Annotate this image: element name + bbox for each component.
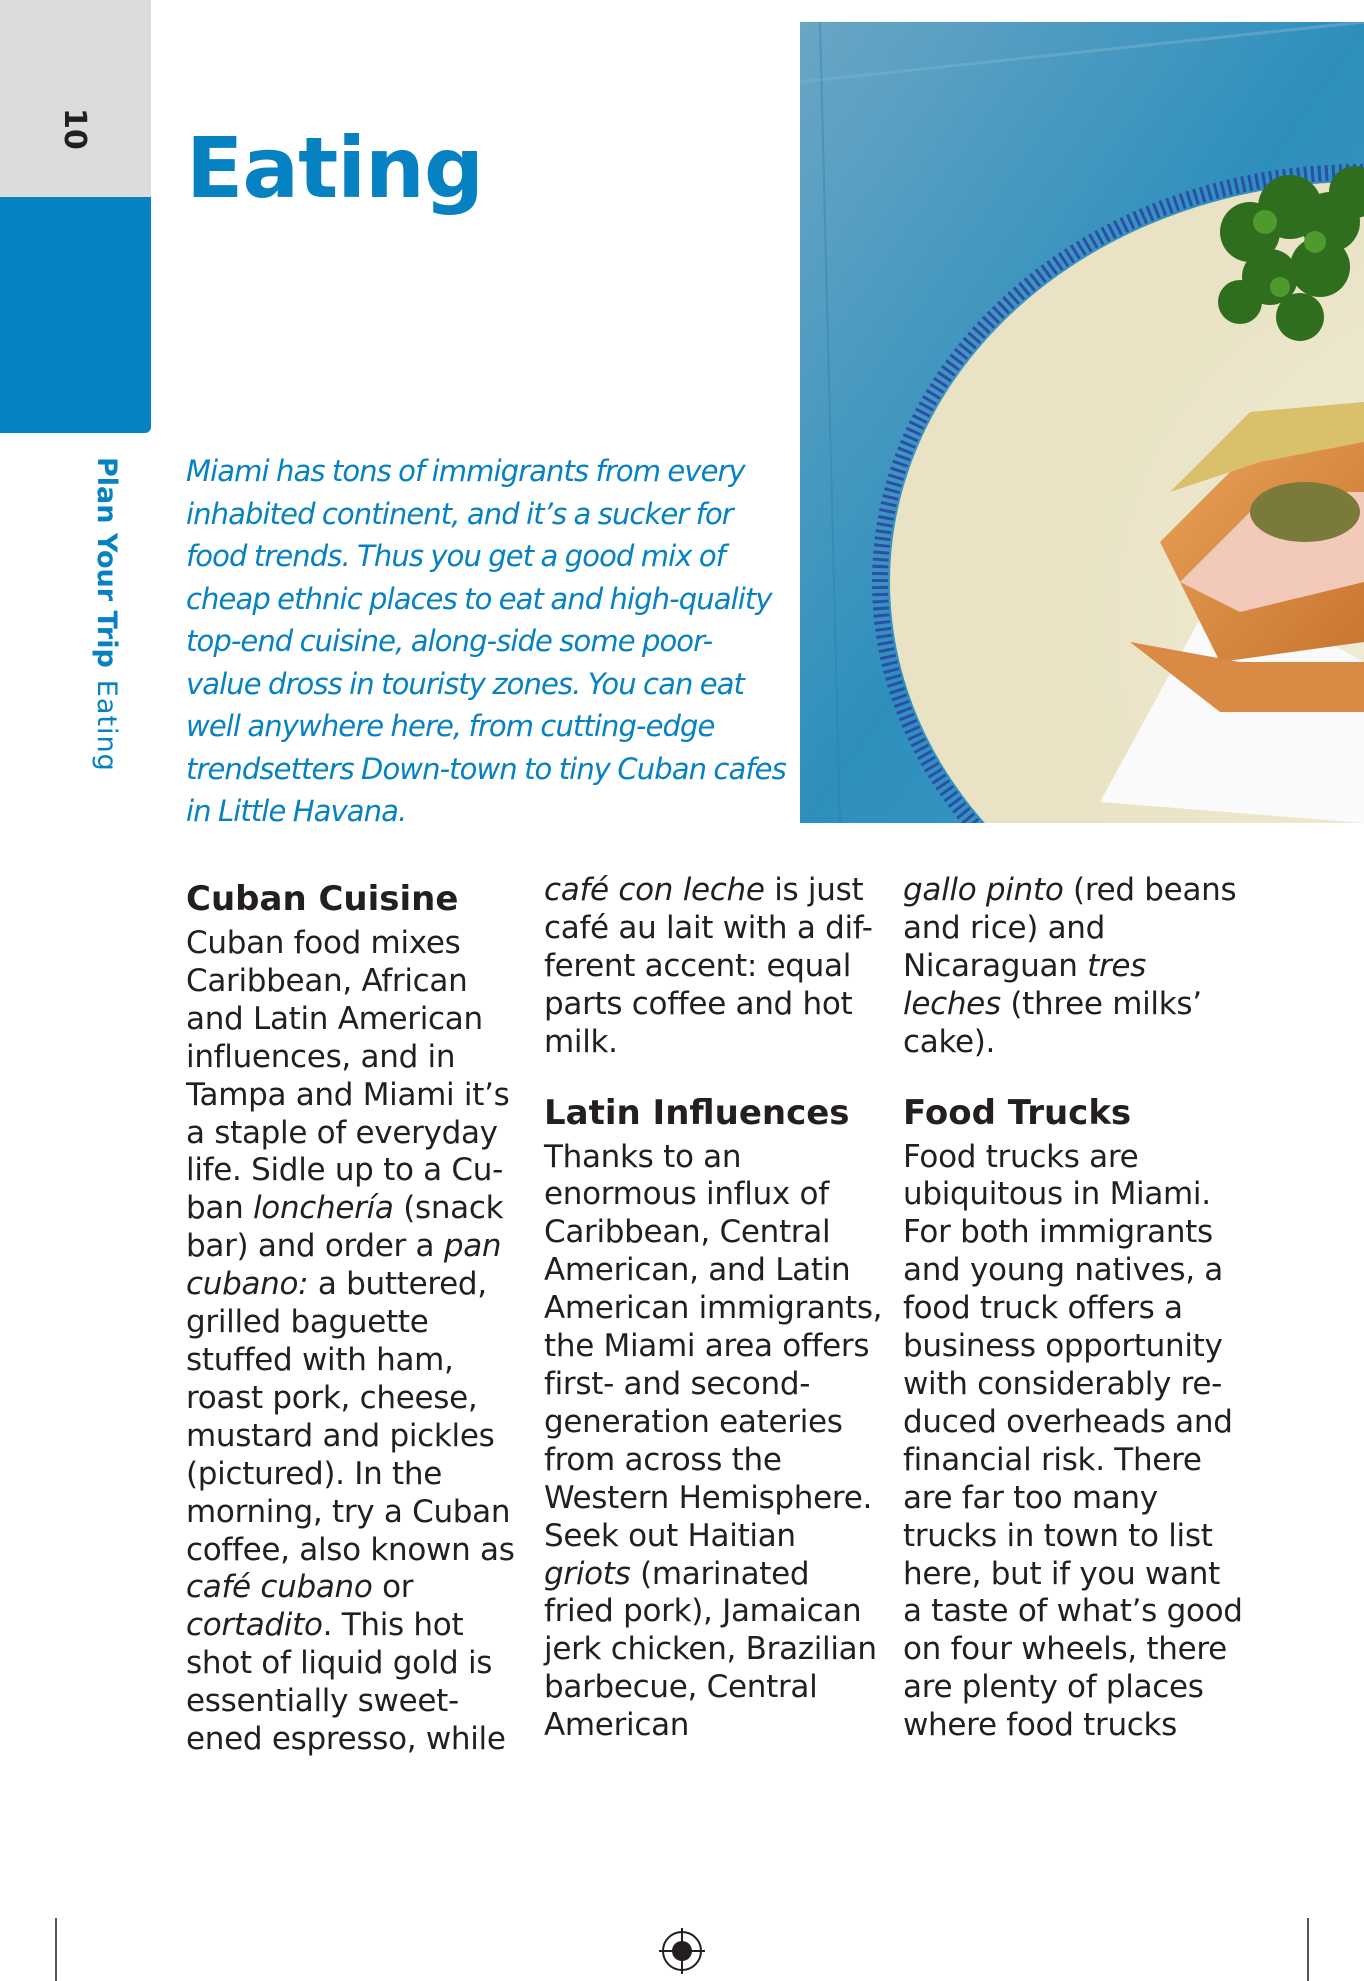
text-run: or: [372, 1569, 414, 1606]
cuban-cuisine-heading: Cuban Cuisine: [186, 879, 459, 919]
latin-influences-text-continued: [903, 872, 1243, 1062]
running-header: [91, 457, 122, 772]
italic-term: pan cubano:: [186, 1228, 502, 1303]
italic-term: tres leches: [903, 947, 1147, 1022]
column-3: [903, 872, 1243, 1745]
text-run: Thanks to an enormous influx of Caribbean, Central American, and Latin American immigrants, the Miami area offers first- and second-generation eateries from across the Western Hemisphere. Seek out Haitian: [544, 1138, 883, 1554]
page-tab-blue: [0, 197, 151, 433]
page-tab-gray: [0, 0, 151, 197]
crop-mark-right: [1307, 1918, 1309, 1981]
intro-paragraph: Miami has tons of immigrants from every inhabited continent, and it’s a sucker for food trends. Thus you get a good mix of cheap ethnic places to eat and high-quality top-end cuisine, along-side some poor-value dross in touristy zones. You can eat well anywhere here, from cutting-edge trendsetters Down-town to tiny Cuban cafes in Little Havana.: [186, 454, 786, 828]
italic-term: gallo pinto: [903, 872, 1064, 908]
running-header-subsection: Eating: [91, 679, 122, 772]
italic-term: cortadito: [186, 1607, 323, 1644]
page-number: 10: [57, 108, 92, 150]
text-run: . This hot shot of liquid gold is essentially sweet-ened espresso, while: [186, 1607, 506, 1758]
food-trucks-text: Food trucks are ubiquitous in Miami. For both immigrants and young natives, a food truck offers a business opportunity with considerably re-duced overheads and financial risk. There are far too many trucks in town to list here, but if you want a taste of what’s good on four wheels, there are plenty of places where food trucks: [903, 1138, 1243, 1744]
latin-influences-heading: Latin Influences: [544, 1092, 850, 1133]
text-run: (marinated fried pork), Jamaican jerk chicken, Brazilian barbecue, Central American: [544, 1555, 877, 1744]
text-run: (snack bar) and order a: [186, 1190, 504, 1265]
latin-influences-text: [544, 1139, 884, 1746]
cuban-cuisine-text: [186, 925, 526, 1759]
running-header-section: Plan Your Trip: [91, 457, 122, 668]
registration-mark-icon: [659, 1928, 705, 1974]
italic-term: griots: [544, 1555, 631, 1592]
food-trucks-heading: Food Trucks: [903, 1092, 1132, 1133]
crop-mark-left: [55, 1918, 57, 1981]
cuban-sandwich-photo: [800, 22, 1364, 823]
text-run: (three milks’ cake).: [903, 985, 1202, 1060]
text-run: (red beans and rice) and Nicaraguan: [903, 872, 1237, 984]
column-2: [544, 872, 884, 1745]
italic-term: café cubano: [186, 1569, 373, 1606]
cuban-cuisine-text-continued: [544, 872, 884, 1062]
text-run: Cuban food mixes Caribbean, African and Latin American influences, and in Tampa and Miami it’s a staple of everyday life. Sidle up to a Cu-ban: [186, 925, 510, 1227]
text-run: a buttered, grilled baguette stuffed with ham, roast pork, cheese, mustard and pickles (pictured). In the morning, try a Cuban coffee, also known as: [186, 1266, 515, 1568]
page-title: Eating: [186, 119, 483, 217]
text-run: is just café au lait with a dif-ferent accent: equal parts coffee and hot milk.: [544, 872, 873, 1060]
column-1: [186, 872, 526, 1759]
italic-term: lonchería: [252, 1190, 394, 1227]
italic-term: café con leche: [544, 872, 765, 908]
